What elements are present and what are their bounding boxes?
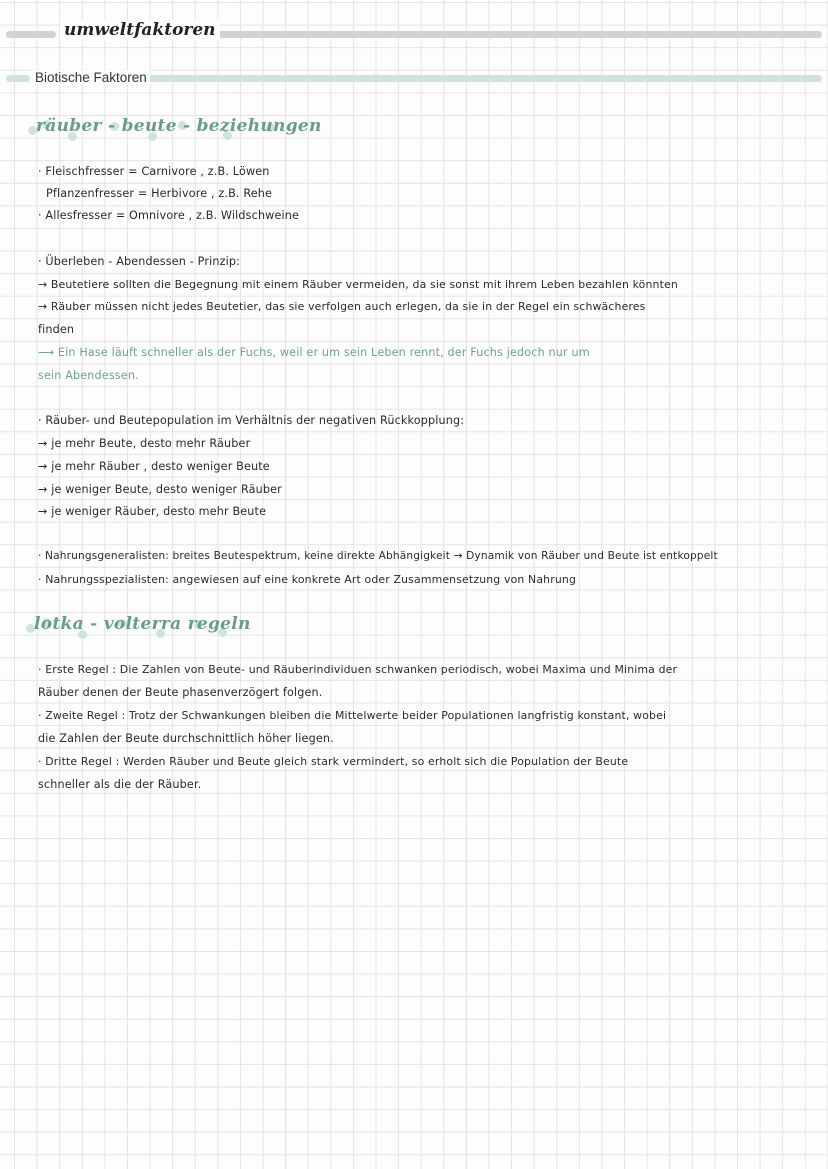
type-carnivore: · Fleischfresser = Carnivore , z.B. Löwen	[38, 165, 270, 178]
title-bar-left	[6, 31, 56, 38]
principle-heading: · Überleben - Abendessen - Prinzip:	[38, 255, 241, 268]
principle-line-2a: → Räuber müssen nicht jedes Beutetier, das sie verfolgen auch erlegen, da sie in der Regel ein schwächeres	[38, 300, 646, 313]
title-bar-right	[186, 31, 822, 38]
rule-3-line-b: schneller als die der Räuber.	[38, 778, 202, 791]
diet-generalists: · Nahrungsgeneralisten: breites Beutespektrum, keine direkte Abhängigkeit → Dynamik von Räuber und Beute ist entkoppelt	[38, 550, 718, 562]
section-bar-left	[6, 75, 30, 82]
heading-lotka-volterra: lotka - volterra regeln	[34, 614, 251, 634]
diet-specialists: · Nahrungsspezialisten: angewiesen auf eine konkrete Art oder Zusammensetzung von Nahrung	[38, 573, 577, 586]
principle-example-a: ⟶ Ein Hase läuft schneller als der Fuchs, weil er um sein Leben rennt, der Fuchs jedoch nur um	[38, 346, 590, 359]
section-title: Biotische Faktoren	[32, 70, 150, 85]
heading-predator-prey: räuber - beute - beziehungen	[36, 116, 322, 136]
feedback-item: → je mehr Räuber , desto weniger Beute	[38, 460, 270, 473]
page-title: umweltfaktoren	[60, 20, 220, 40]
rule-1-line-b: Räuber denen der Beute phasenverzögert folgen.	[38, 686, 323, 699]
section-bar-right	[128, 75, 822, 82]
type-omnivore: · Allesfresser = Omnivore , z.B. Wildschweine	[38, 209, 300, 222]
feedback-item: → je weniger Räuber, desto mehr Beute	[38, 505, 267, 518]
type-herbivore: Pflanzenfresser = Herbivore , z.B. Rehe	[46, 187, 273, 200]
rule-2-line-a: · Zweite Regel : Trotz der Schwankungen bleiben die Mittelwerte beider Populationen langfristig konstant, wobei	[38, 709, 667, 722]
feedback-heading: · Räuber- und Beutepopulation im Verhältnis der negativen Rückkopplung:	[38, 414, 465, 427]
rule-3-line-a: · Dritte Regel : Werden Räuber und Beute gleich stark vermindert, so erholt sich die Population der Beute	[38, 755, 629, 768]
rule-2-line-b: die Zahlen der Beute durchschnittlich höher liegen.	[38, 732, 334, 745]
rule-1-line-a: · Erste Regel : Die Zahlen von Beute- und Räuberindividuen schwanken periodisch, wobei Maxima und Minima der	[38, 663, 678, 676]
principle-line-1: → Beutetiere sollten die Begegnung mit einem Räuber vermeiden, da sie sonst mit ihrem Leben bezahlen könnten	[38, 278, 678, 291]
feedback-item: → je weniger Beute, desto weniger Räuber	[38, 483, 282, 496]
principle-example-b: sein Abendessen.	[38, 369, 139, 382]
principle-line-2b: finden	[38, 323, 75, 336]
feedback-item: → je mehr Beute, desto mehr Räuber	[38, 437, 251, 450]
